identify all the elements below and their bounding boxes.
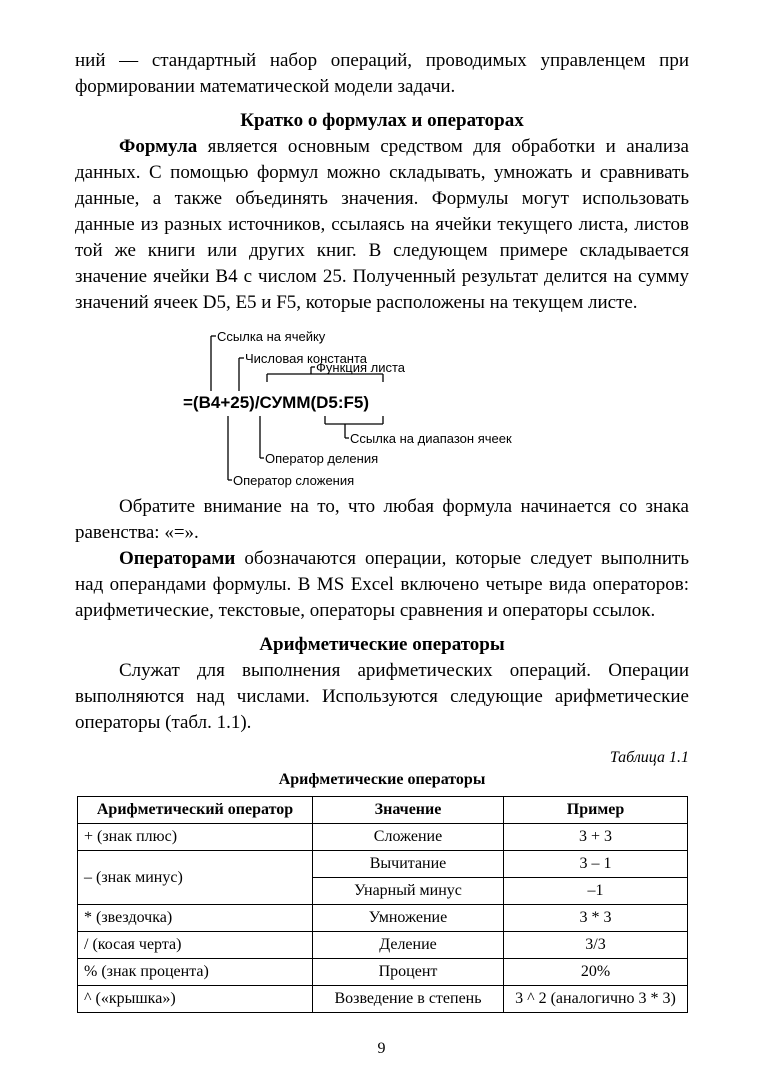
operators-term: Операторами: [119, 548, 236, 569]
label-numeric-constant: Числовая константа: [245, 351, 368, 366]
section-heading-formulas: Кратко о формулах и операторах: [240, 110, 524, 131]
arithmetic-paragraph: Служат для выполнения арифметических операций. Операции выполняются над числами. Используются следующие арифметические операторы (табл. 1.1).: [75, 660, 689, 733]
formula-expression: =(B4+25)/СУММ(D5:F5): [183, 393, 370, 412]
cell-meaning: Процент: [313, 959, 504, 986]
arithmetic-operators-table: [77, 796, 688, 1013]
cell-meaning: Возведение в степень: [313, 986, 504, 1013]
formula-diagram: [75, 316, 689, 488]
cell-operator: * (звездочка): [78, 905, 313, 932]
cell-meaning: Сложение: [313, 824, 504, 851]
page-number: 9: [377, 1040, 386, 1057]
cell-operator: / (косая черта): [78, 932, 313, 959]
cell-example: –1: [504, 878, 688, 905]
cell-example: 3/3: [504, 932, 688, 959]
page-content: [75, 48, 689, 1013]
label-sheet-function: Функция листа: [316, 360, 405, 375]
table-row: [78, 824, 688, 851]
cell-example: 20%: [504, 959, 688, 986]
section-heading-arithmetic: Арифметические операторы: [259, 634, 505, 655]
header-meaning: Значение: [313, 797, 504, 824]
formula-paragraph: [75, 134, 689, 316]
operators-paragraph: [75, 546, 689, 624]
formula-diagram-svg: [75, 316, 689, 488]
operators-description: обозначаются операции, которые следует выполнить над операндами формулы. В MS Excel включено четыре вида операторов: арифметические, текстовые, операторы сравнения и операторы ссылок.: [75, 548, 689, 621]
cell-meaning: Умножение: [313, 905, 504, 932]
intro-paragraph: ний — стандартный набор операций, проводимых управленцем при формировании математической модели задачи.: [75, 50, 689, 97]
equals-note-paragraph: Обратите внимание на то, что любая формула начинается со знака равенства: «=».: [75, 496, 689, 543]
cell-operator: – (знак минус): [78, 851, 313, 905]
cell-meaning: Деление: [313, 932, 504, 959]
cell-example: 3 ^ 2 (аналогично 3 * 3): [504, 986, 688, 1013]
table-row: [78, 905, 688, 932]
label-addition-operator: Оператор сложения: [233, 473, 355, 488]
label-cell-reference: Ссылка на ячейку: [217, 329, 326, 344]
cell-operator: + (знак плюс): [78, 824, 313, 851]
table-row: [78, 986, 688, 1013]
table-row: [78, 959, 688, 986]
cell-example: 3 + 3: [504, 824, 688, 851]
cell-example: 3 – 1: [504, 851, 688, 878]
label-division-operator: Оператор деления: [265, 451, 379, 466]
formula-term: Формула: [119, 136, 198, 157]
cell-example: 3 * 3: [504, 905, 688, 932]
table-caption: Таблица 1.1: [609, 749, 689, 766]
cell-meaning: Вычитание: [313, 851, 504, 878]
table-row: [78, 851, 688, 878]
formula-description: является основным средством для обработки и анализа данных. С помощью формул можно складывать, умножать и сравнивать данные, а также объединять значения. Формулы могут использовать данные из разных источников, ссылаясь на ячейки текущего листа, листов той же книги или других книг. В следующем примере складывается значение ячейки B4 с числом 25. Полученный результат делится на сумму значений ячеек D5, E5 и F5, которые расположены на текущем листе.: [75, 136, 689, 313]
header-example: Пример: [504, 797, 688, 824]
label-range-reference: Ссылка на диапазон ячеек: [350, 431, 512, 446]
table-title: Арифметические операторы: [278, 771, 486, 788]
cell-operator: ^ («крышка»): [78, 986, 313, 1013]
table-header-row: [78, 797, 688, 824]
header-operator: Арифметический оператор: [78, 797, 313, 824]
cell-meaning: Унарный минус: [313, 878, 504, 905]
table-row: [78, 932, 688, 959]
cell-operator: % (знак процента): [78, 959, 313, 986]
